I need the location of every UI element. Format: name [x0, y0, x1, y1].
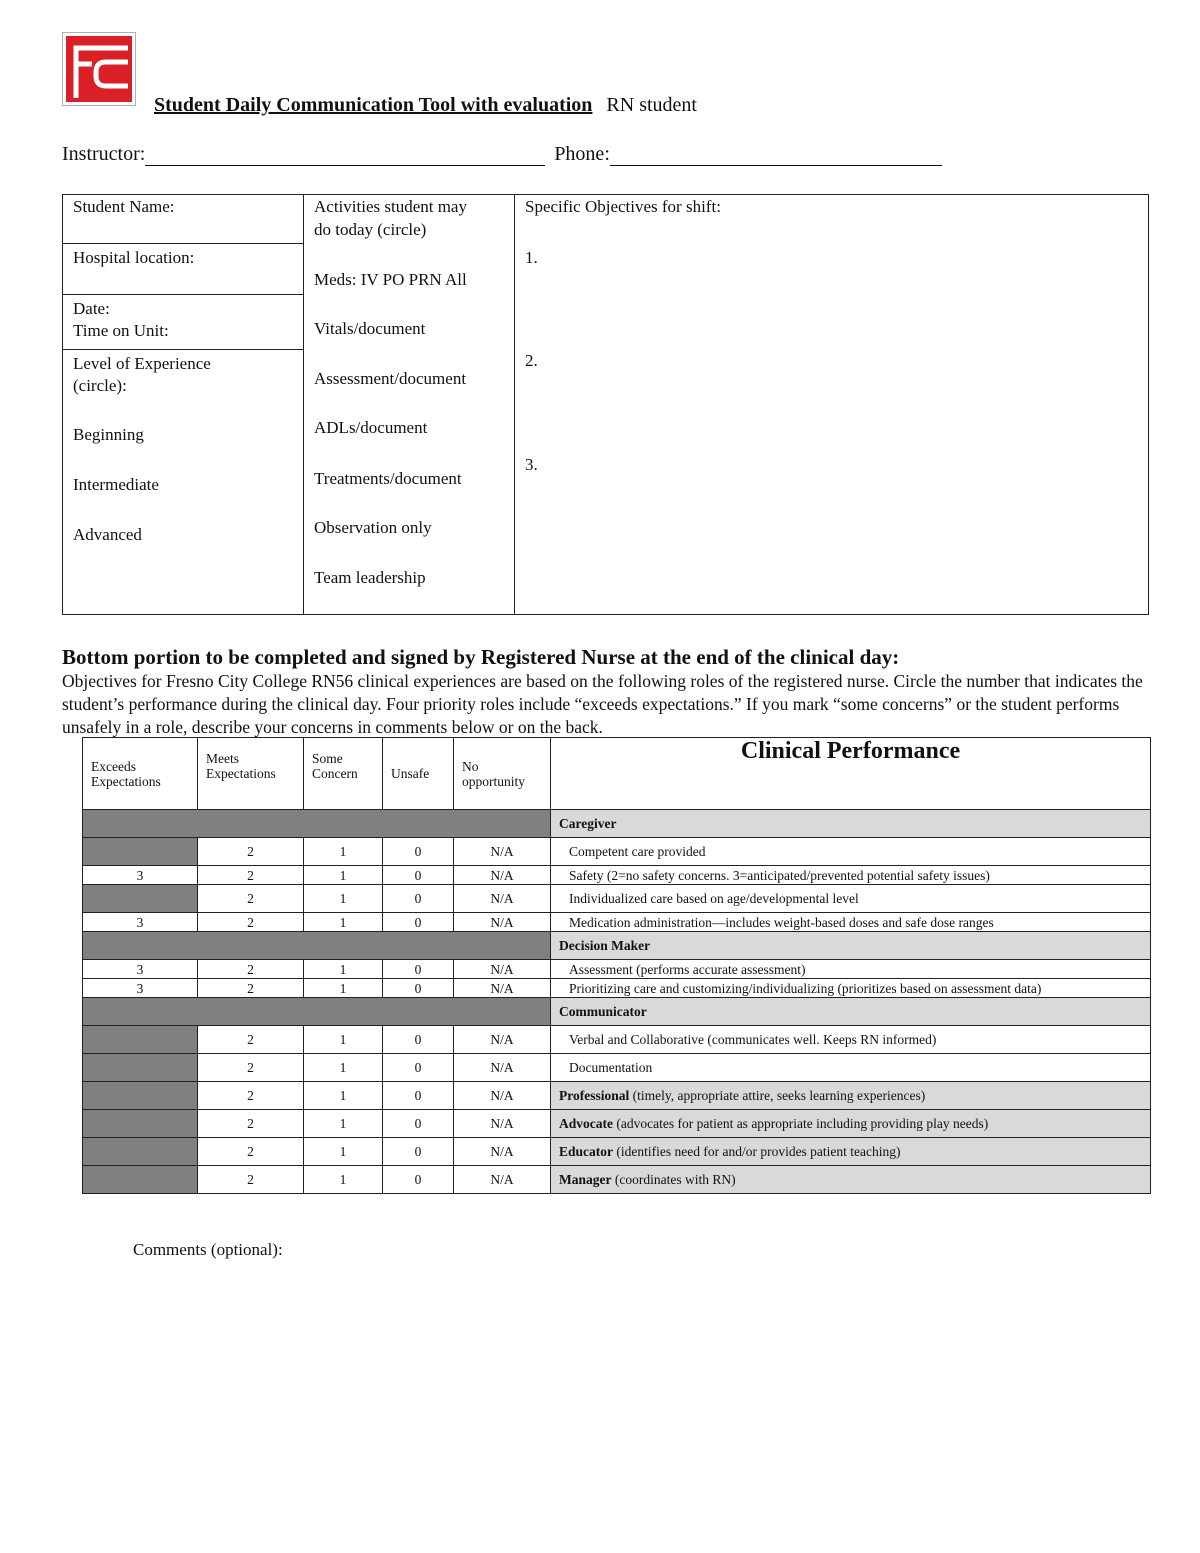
- score-unsafe[interactable]: 0: [383, 838, 454, 866]
- score-some-concern[interactable]: 1: [304, 1166, 383, 1194]
- score-unsafe[interactable]: 0: [383, 885, 454, 913]
- section-label: Decision Maker: [551, 932, 1151, 960]
- criterion-description: [551, 1166, 1151, 1194]
- score-some-concern[interactable]: 1: [304, 866, 383, 885]
- score-some-concern[interactable]: 1: [304, 1138, 383, 1166]
- score-meets[interactable]: 2: [198, 1026, 304, 1054]
- level-intermediate[interactable]: Intermediate: [73, 475, 159, 494]
- level-label-circle: (circle):: [73, 376, 127, 395]
- section-row: [83, 932, 1151, 960]
- table-row: [83, 838, 1151, 866]
- score-unsafe[interactable]: 0: [383, 1054, 454, 1082]
- section-row: [83, 810, 1151, 838]
- level-beginning[interactable]: Beginning: [73, 425, 144, 444]
- score-some-concern[interactable]: 1: [304, 979, 383, 998]
- comments-label: Comments (optional):: [133, 1240, 283, 1259]
- score-meets[interactable]: 2: [198, 1054, 304, 1082]
- table-row: [83, 1026, 1151, 1054]
- score-na[interactable]: N/A: [454, 1082, 551, 1110]
- score-na[interactable]: N/A: [454, 913, 551, 932]
- score-exceeds: [83, 885, 198, 913]
- score-exceeds: [83, 1082, 198, 1110]
- time-on-unit-label: Time on Unit:: [73, 321, 169, 340]
- score-na[interactable]: N/A: [454, 960, 551, 979]
- document-title-line: [154, 94, 697, 117]
- criterion-description: Documentation: [551, 1054, 1151, 1082]
- score-unsafe[interactable]: 0: [383, 1082, 454, 1110]
- score-na[interactable]: N/A: [454, 1054, 551, 1082]
- score-exceeds: [83, 1166, 198, 1194]
- criterion-description: Verbal and Collaborative (communicates well. Keeps RN informed): [551, 1026, 1151, 1054]
- college-logo-icon: [62, 32, 136, 106]
- table-row: [83, 913, 1151, 932]
- section-row: [83, 998, 1151, 1026]
- score-some-concern[interactable]: 1: [304, 1026, 383, 1054]
- table-row: [83, 960, 1151, 979]
- table-row: [83, 1110, 1151, 1138]
- score-meets[interactable]: 2: [198, 960, 304, 979]
- criterion-description: Prioritizing care and customizing/individualizing (prioritizes based on assessment data): [551, 979, 1151, 998]
- table-row: [83, 1054, 1151, 1082]
- score-meets[interactable]: 2: [198, 913, 304, 932]
- score-some-concern[interactable]: 1: [304, 1110, 383, 1138]
- score-unsafe[interactable]: 0: [383, 1026, 454, 1054]
- role-name: Professional: [559, 1088, 630, 1103]
- score-unsafe[interactable]: 0: [383, 960, 454, 979]
- table-row: [83, 885, 1151, 913]
- header-clinical-performance: Clinical Performance: [551, 738, 1151, 810]
- header-some-concern: Some Concern: [304, 738, 383, 810]
- objective-number-2[interactable]: 2.: [525, 351, 538, 370]
- objectives-label: Specific Objectives for shift:: [525, 197, 721, 216]
- score-na[interactable]: N/A: [454, 838, 551, 866]
- score-unsafe[interactable]: 0: [383, 866, 454, 885]
- score-meets[interactable]: 2: [198, 838, 304, 866]
- score-exceeds: [83, 838, 198, 866]
- table-row: [83, 1166, 1151, 1194]
- table-row: [83, 866, 1151, 885]
- section-shade: [83, 932, 551, 960]
- activity-treatments[interactable]: Treatments/document: [314, 469, 462, 488]
- score-unsafe[interactable]: 0: [383, 1166, 454, 1194]
- score-meets[interactable]: 2: [198, 1082, 304, 1110]
- clinical-performance-table: [82, 737, 1151, 1194]
- criterion-description: Competent care provided: [551, 838, 1151, 866]
- header-exceeds: Exceeds Expectations: [83, 738, 198, 810]
- score-na[interactable]: N/A: [454, 1110, 551, 1138]
- header-no-opportunity: No opportunity: [454, 738, 551, 810]
- activity-observation[interactable]: Observation only: [314, 518, 432, 537]
- score-unsafe[interactable]: 0: [383, 913, 454, 932]
- instructor-label: Instructor:: [62, 143, 146, 165]
- instructor-field[interactable]: [145, 143, 545, 166]
- score-meets[interactable]: 2: [198, 1110, 304, 1138]
- student-info-column: [63, 195, 304, 615]
- role-name: Advocate: [559, 1116, 613, 1131]
- criterion-description: [551, 1082, 1151, 1110]
- activity-meds[interactable]: Meds: IV PO PRN All: [314, 270, 467, 289]
- score-na[interactable]: N/A: [454, 1026, 551, 1054]
- score-exceeds: [83, 1110, 198, 1138]
- criterion-description: Individualized care based on age/developmental level: [551, 885, 1151, 913]
- activity-vitals[interactable]: Vitals/document: [314, 319, 426, 338]
- score-na[interactable]: N/A: [454, 1166, 551, 1194]
- role-name: Manager: [559, 1172, 612, 1187]
- score-meets[interactable]: 2: [198, 885, 304, 913]
- score-unsafe[interactable]: 0: [383, 1138, 454, 1166]
- activity-assessment[interactable]: Assessment/document: [314, 369, 467, 388]
- activities-label-circle: do today (circle): [314, 220, 427, 239]
- criterion-description: [551, 1138, 1151, 1166]
- role-description: (coordinates with RN): [614, 1172, 736, 1187]
- activities-column: [304, 195, 515, 615]
- table-row: [83, 1082, 1151, 1110]
- score-na[interactable]: N/A: [454, 1138, 551, 1166]
- score-unsafe[interactable]: 0: [383, 1110, 454, 1138]
- score-exceeds: [83, 1026, 198, 1054]
- score-meets[interactable]: 2: [198, 1138, 304, 1166]
- objective-number-3[interactable]: 3.: [525, 455, 538, 474]
- instructor-line: [62, 143, 942, 166]
- score-meets[interactable]: 2: [198, 1166, 304, 1194]
- role-description: (identifies need for and/or provides patient teaching): [616, 1144, 901, 1159]
- level-advanced[interactable]: Advanced: [73, 525, 142, 544]
- divider: [63, 243, 303, 244]
- score-exceeds[interactable]: 3: [83, 913, 198, 932]
- section-shade: [83, 998, 551, 1026]
- section-shade: [83, 810, 551, 838]
- header-meets: Meets Expectations: [198, 738, 304, 810]
- divider: [63, 294, 303, 295]
- date-label: Date:: [73, 299, 110, 318]
- hospital-label: Hospital location:: [73, 248, 195, 267]
- table-header-row: [83, 738, 1151, 810]
- score-exceeds[interactable]: 3: [83, 960, 198, 979]
- score-exceeds[interactable]: 3: [83, 866, 198, 885]
- performance-rows: [83, 810, 1151, 1194]
- bottom-heading: Bottom portion to be completed and signed by Registered Nurse at the end of the clinical day:: [62, 645, 900, 669]
- table-row: [83, 1138, 1151, 1166]
- objectives-paragraph: Objectives for Fresno City College RN56 clinical experiences are based on the following roles of the registered nurse. Circle the number that indicates the student’s performance during the clinical day. Four priority roles include “exceeds expectations.” If you mark “some concerns” or the student performs unsafely in a role, describe your concerns in comments below or on the back.: [62, 671, 1143, 737]
- score-exceeds[interactable]: 3: [83, 979, 198, 998]
- phone-label: Phone:: [554, 143, 610, 165]
- criterion-description: Medication administration—includes weight-based doses and safe dose ranges: [551, 913, 1151, 932]
- score-some-concern[interactable]: 1: [304, 1054, 383, 1082]
- activity-adls[interactable]: ADLs/document: [314, 418, 428, 437]
- activity-team-leadership[interactable]: Team leadership: [314, 568, 426, 587]
- score-na[interactable]: N/A: [454, 885, 551, 913]
- phone-field[interactable]: [610, 143, 942, 166]
- score-exceeds: [83, 1054, 198, 1082]
- criterion-description: Assessment (performs accurate assessment): [551, 960, 1151, 979]
- score-exceeds: [83, 1138, 198, 1166]
- section-label: Communicator: [551, 998, 1151, 1026]
- document-subtitle: RN student: [606, 94, 697, 116]
- student-name-label: Student Name:: [73, 197, 175, 216]
- level-label: Level of Experience: [73, 354, 211, 373]
- score-meets[interactable]: 2: [198, 979, 304, 998]
- score-na[interactable]: N/A: [454, 866, 551, 885]
- section-label: Caregiver: [551, 810, 1151, 838]
- score-na[interactable]: N/A: [454, 979, 551, 998]
- role-name: Educator: [559, 1144, 613, 1159]
- role-description: (advocates for patient as appropriate including providing play needs): [616, 1116, 989, 1131]
- table-row: [83, 979, 1151, 998]
- divider: [63, 349, 303, 350]
- student-info-table: [62, 194, 1149, 615]
- score-meets[interactable]: 2: [198, 866, 304, 885]
- header-unsafe: Unsafe: [383, 738, 454, 810]
- score-some-concern[interactable]: 1: [304, 838, 383, 866]
- score-some-concern[interactable]: 1: [304, 960, 383, 979]
- score-unsafe[interactable]: 0: [383, 979, 454, 998]
- objective-number-1[interactable]: 1.: [525, 248, 538, 267]
- score-some-concern[interactable]: 1: [304, 885, 383, 913]
- score-some-concern[interactable]: 1: [304, 913, 383, 932]
- role-description: (timely, appropriate attire, seeks learning experiences): [632, 1088, 926, 1103]
- criterion-description: [551, 1110, 1151, 1138]
- objectives-column: [515, 195, 1149, 615]
- criterion-description: Safety (2=no safety concerns. 3=anticipated/prevented potential safety issues): [551, 866, 1151, 885]
- activities-label: Activities student may: [314, 197, 467, 216]
- document-title: Student Daily Communication Tool with evaluation: [154, 94, 593, 116]
- score-some-concern[interactable]: 1: [304, 1082, 383, 1110]
